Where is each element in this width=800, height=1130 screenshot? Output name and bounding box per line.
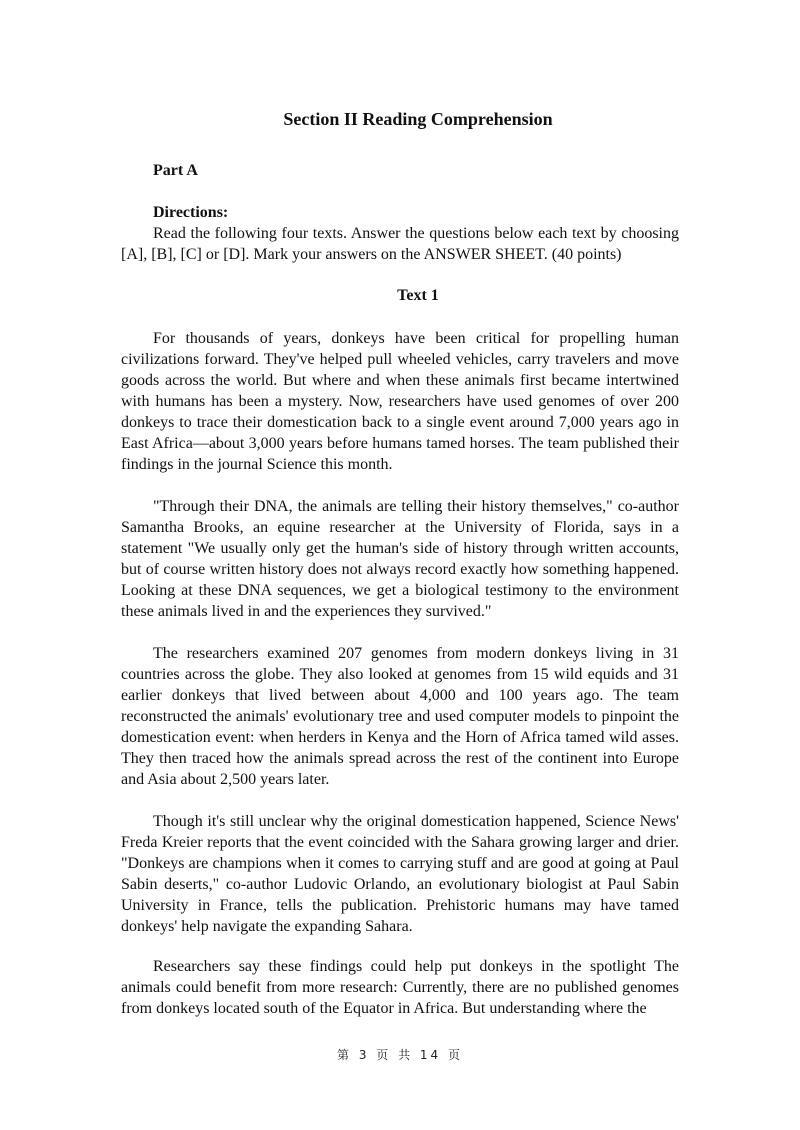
paragraph-5: Researchers say these findings could help put donkeys in the spotlight The animals could benefit from more research: Currently, there are no published genomes from donkeys located south of the Equator in Africa. But understanding where the: [121, 958, 679, 1017]
paragraph-2: "Through their DNA, the animals are telling their history themselves," co-author Samantha Brooks, an equine researcher at the University of Florida, says in a statement "We usually only get the human's side of history through written accounts, but of course written history does not always record exactly how something happened. Looking at these DNA sequences, we get a biological testimony to the environment these animals lived in and the experiences they survived.": [121, 498, 679, 620]
directions-text: Read the following four texts. Answer the questions below each text by choosing [A], [B], [C] or [D]. Mark your answers on the ANSWER SHEET. (40 points): [121, 225, 679, 263]
paragraph-3: The researchers examined 207 genomes from modern donkeys living in 31 countries across the globe. They also looked at genomes from 15 wild equids and 31 earlier donkeys that lived between about 4,000 and 100 years ago. The team reconstructed the animals' evolutionary tree and used computer models to pinpoint the domestication event: when herders in Kenya and the Horn of Africa tamed wild asses. They then traced how the animals spread across the rest of the continent into Europe and Asia about 2,500 years later.: [121, 645, 679, 788]
part-title: Part A: [153, 162, 198, 179]
text-heading: Text 1: [397, 287, 439, 304]
paragraph-4: Though it's still unclear why the original domestication happened, Science News' Freda Kreier reports that the event coincided with the Sahara growing larger and drier. "Donkeys are champions when it comes to carrying stuff and are good at going at Paul Sabin deserts," co-author Ludovic Orlando, an evolutionary biologist at Paul Sabin University in France, tells the publication. Prehistoric humans may have tamed donkeys' help navigate the expanding Sahara.: [121, 813, 679, 935]
section-title: Section II Reading Comprehension: [283, 109, 553, 129]
directions-label: Directions:: [153, 204, 229, 221]
paragraph-1: For thousands of years, donkeys have been critical for propelling human civilizations forward. They've helped pull wheeled vehicles, carry travelers and move goods across the world. But where and when these animals first became intertwined with humans has been a mystery. Now, researchers have used genomes of over 200 donkeys to trace their domestication back to a single event around 7,000 years ago in East Africa—about 3,000 years before humans tamed horses. The team published their findings in the journal Science this month.: [121, 330, 679, 473]
page-number-footer: 第 3 页 共 14 页: [337, 1048, 463, 1062]
